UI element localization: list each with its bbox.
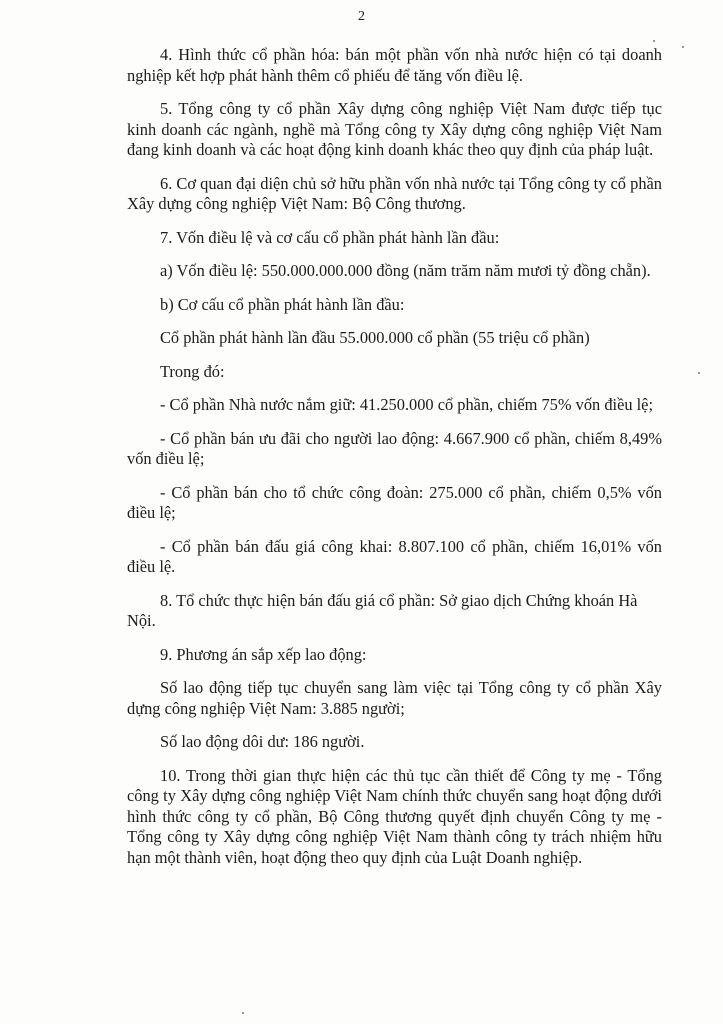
paragraph-10-transition: 10. Trong thời gian thực hiện các thủ tục cần thiết để Công ty mẹ - Tổng công ty Xây dựng công nghiệp Việt Nam chính thức chuyển sang hoạt động dưới hình thức công ty cổ phần, Bộ Công thương quyết định chuyển Công ty mẹ - Tổng công ty Xây dựng công nghiệp Việt Nam thành công ty trách nhiệm hữu hạn một thành viên, hoạt động theo quy định của Luật Doanh nghiệp. bbox=[127, 765, 662, 867]
paragraph-surplus-workers: Số lao động dôi dư: 186 người. bbox=[160, 732, 365, 751]
paragraph-initial-issue: Cổ phần phát hành lần đầu 55.000.000 cổ phần (55 triệu cổ phần) bbox=[160, 328, 590, 347]
paragraph-9-labor-plan-heading: 9. Phương án sắp xếp lao động: bbox=[160, 644, 367, 664]
paragraph-8-auction-organizer: 8. Tổ chức thực hiện bán đấu giá cổ phần: Sở giao dịch Chứng khoán Hà Nội. bbox=[127, 590, 638, 630]
paragraph-of-which: Trong đó: bbox=[160, 361, 225, 381]
list-item-public-auction-shares: - Cổ phần bán đấu giá công khai: 8.807.100 cổ phần, chiếm 16,01% vốn điều lệ. bbox=[127, 536, 662, 576]
scan-speck bbox=[682, 46, 684, 48]
scan-speck bbox=[653, 40, 655, 42]
scan-speck bbox=[242, 1012, 244, 1014]
paragraph-4-equitization-form: 4. Hình thức cổ phần hóa: bán một phần vốn nhà nước hiện có tại doanh nghiệp kết hợp phát hành thêm cổ phiếu để tăng vốn điều lệ. bbox=[127, 45, 662, 85]
paragraph-6-owner-representative: 6. Cơ quan đại diện chủ sở hữu phần vốn nhà nước tại Tổng công ty cổ phần Xây dựng công nghiệp Việt Nam: Bộ Công thương. bbox=[127, 173, 662, 213]
paragraph-continuing-workers: Số lao động tiếp tục chuyển sang làm việc tại Tổng công ty cổ phần Xây dựng công nghiệp Việt Nam: 3.885 người; bbox=[127, 678, 662, 718]
list-item-state-shares: - Cổ phần Nhà nước nắm giữ: 41.250.000 cổ phần, chiếm 75% vốn điều lệ; bbox=[160, 395, 654, 414]
page-number: 2 bbox=[358, 9, 365, 24]
paragraph-5-business-lines: 5. Tổng công ty cổ phần Xây dựng công nghiệp Việt Nam được tiếp tục kinh doanh các ngành, nghề mà Tổng công ty Xây dựng công nghiệp Việt Nam đang kinh doanh và các hoạt động kinh doanh khác theo quy định của pháp luật. bbox=[127, 99, 662, 159]
paragraph-7a-charter-capital: a) Vốn điều lệ: 550.000.000.000 đồng (năm trăm năm mươi tỷ đồng chẵn). bbox=[160, 261, 651, 280]
scan-speck bbox=[698, 372, 700, 374]
document-body bbox=[127, 45, 662, 881]
paragraph-7b-share-structure-heading: b) Cơ cấu cổ phần phát hành lần đầu: bbox=[160, 294, 405, 314]
list-item-union-shares: - Cổ phần bán cho tổ chức công đoàn: 275.000 cổ phần, chiếm 0,5% vốn điều lệ; bbox=[127, 482, 662, 522]
list-item-employee-shares: - Cổ phần bán ưu đãi cho người lao động: 4.667.900 cổ phần, chiếm 8,49% vốn điều lệ; bbox=[127, 428, 662, 468]
paragraph-7-charter-capital-heading: 7. Vốn điều lệ và cơ cấu cổ phần phát hành lần đầu: bbox=[160, 227, 500, 247]
